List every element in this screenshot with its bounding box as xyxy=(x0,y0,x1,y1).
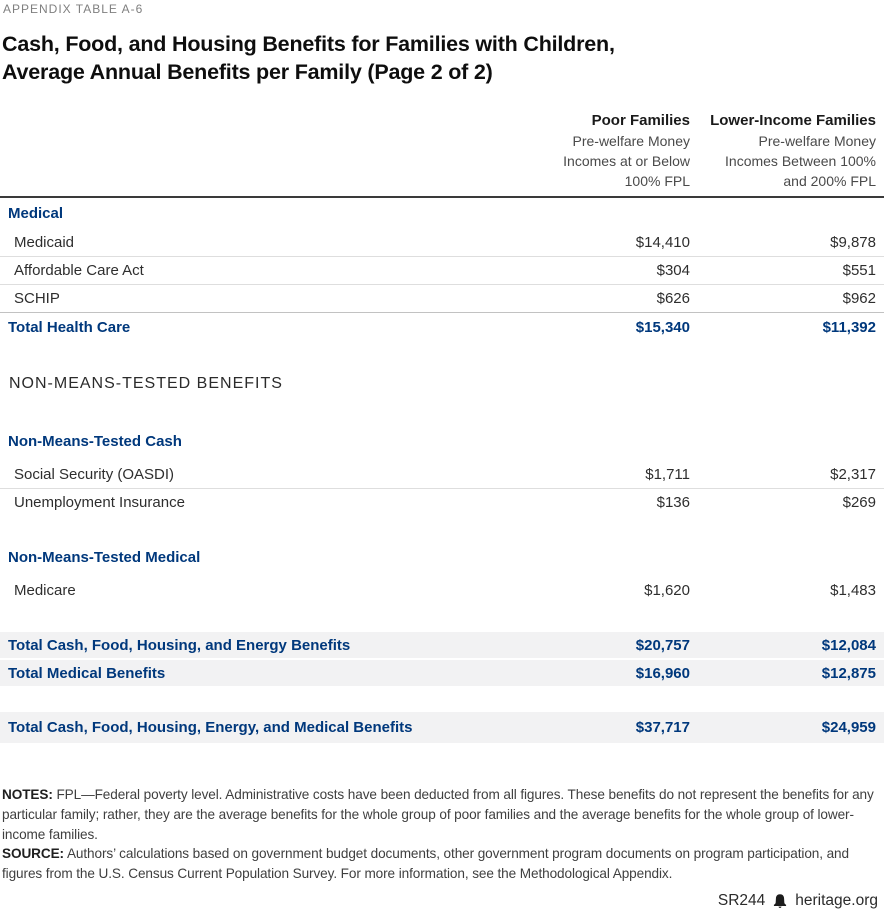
notes-block xyxy=(0,785,884,884)
grand-total-value-lower: $24,959 xyxy=(821,719,876,736)
notes-label: NOTES: xyxy=(2,787,53,802)
column-header-lower-income-families xyxy=(690,111,876,191)
grand-total-label: Total Medical Benefits xyxy=(8,664,166,682)
total-label: Total Health Care xyxy=(8,319,131,336)
row-label: Medicaid xyxy=(14,234,75,251)
column-sub-poor-3: 100% FPL xyxy=(624,173,690,189)
value-lower-income-families: $9,878 xyxy=(830,234,876,251)
page-title-line-1: Cash, Food, and Housing Benefits for Families with Children, xyxy=(2,32,615,56)
website-text: heritage.org xyxy=(795,891,878,909)
value-poor-families: $1,711 xyxy=(645,466,690,483)
value-lower-income-families: $269 xyxy=(842,494,876,511)
value-poor-families: $304 xyxy=(656,262,690,279)
value-lower-income-families: $551 xyxy=(842,262,876,279)
page-title xyxy=(0,30,884,86)
value-poor-families: $136 xyxy=(656,494,690,511)
row-label: Unemployment Insurance xyxy=(14,494,185,511)
table-row-social-security xyxy=(0,461,884,489)
grand-totals-block xyxy=(0,632,884,743)
column-header-poor-families xyxy=(520,111,690,191)
page-title-line-2: Average Annual Benefits per Family (Page 2 of 2) xyxy=(2,60,493,84)
row-label: Affordable Care Act xyxy=(14,262,144,279)
section-header-non-means-tested-cash: Non-Means-Tested Cash xyxy=(8,433,182,450)
appendix-table-label: APPENDIX TABLE A-6 xyxy=(3,2,144,16)
grand-total-value-poor: $37,717 xyxy=(635,719,690,736)
column-sub-lower-1: Pre-welfare Money xyxy=(758,133,876,149)
table-row-unemployment-insurance xyxy=(0,489,884,516)
grand-total-row-all-benefits xyxy=(0,712,884,743)
table-row-affordable-care-act xyxy=(0,257,884,285)
section-header-medical: Medical xyxy=(8,205,64,222)
grand-total-value-poor: $20,757 xyxy=(635,636,690,654)
grand-total-value-lower: $12,084 xyxy=(821,636,876,654)
total-value-lower-income-families: $11,392 xyxy=(822,319,876,336)
column-sub-lower-3: and 200% FPL xyxy=(783,173,876,189)
column-name-lower-income: Lower-Income Families xyxy=(710,112,876,129)
table-row-schip xyxy=(0,285,884,313)
report-id: SR244 xyxy=(717,891,766,909)
total-value-poor-families: $15,340 xyxy=(635,319,690,336)
table-row-medicare xyxy=(0,577,884,604)
value-poor-families: $1,620 xyxy=(644,582,690,599)
liberty-bell-icon xyxy=(772,893,788,909)
value-poor-families: $14,410 xyxy=(635,234,690,251)
value-lower-income-families: $1,483 xyxy=(830,582,876,599)
section-header-non-means-tested-medical: Non-Means-Tested Medical xyxy=(8,549,201,566)
source-paragraph xyxy=(2,844,882,884)
total-row-health-care xyxy=(0,313,884,342)
notes-paragraph xyxy=(2,785,882,844)
row-label: SCHIP xyxy=(14,290,60,307)
column-sub-poor-1: Pre-welfare Money xyxy=(572,133,690,149)
grand-total-label: Total Cash, Food, Housing, and Energy Benefits xyxy=(8,636,351,654)
value-poor-families: $626 xyxy=(656,290,690,307)
row-label: Medicare xyxy=(14,582,76,599)
row-label: Social Security (OASDI) xyxy=(14,466,175,483)
grand-total-row-cash-food-housing-energy xyxy=(0,632,884,658)
column-sub-poor-2: Incomes at or Below xyxy=(563,153,690,169)
grand-total-value-lower: $12,875 xyxy=(821,664,876,682)
source-label: SOURCE: xyxy=(2,846,64,862)
column-headers xyxy=(0,111,884,191)
grand-total-row-medical-benefits xyxy=(0,660,884,686)
value-lower-income-families: $962 xyxy=(842,290,876,307)
column-sub-lower-2: Incomes Between 100% xyxy=(725,153,876,169)
section-heading-non-means-tested-benefits: NON-MEANS-TESTED BENEFITS xyxy=(9,375,283,392)
table-row-medicaid xyxy=(0,229,884,257)
value-lower-income-families: $2,317 xyxy=(830,466,876,483)
grand-total-label: Total Cash, Food, Housing, Energy, and Medical Benefits xyxy=(8,719,413,736)
column-name-poor-families: Poor Families xyxy=(591,112,690,129)
page-footer xyxy=(0,892,884,910)
grand-total-value-poor: $16,960 xyxy=(635,664,690,682)
source-text: Authors’ calculations based on government budget documents, other government program documents on program participation, and figures from the U.S. Census Current Population Survey. For more information, see the Methodological Appendix. xyxy=(2,846,849,882)
column-header-spacer xyxy=(8,111,520,191)
notes-text: FPL—Federal poverty level. Administrative costs have been deducted from all figures. These benefits do not represent the benefits for any particular family; rather, they are the average benefits for the whole group of poor families and the average benefits for the whole group of lower-income families. xyxy=(2,787,874,842)
